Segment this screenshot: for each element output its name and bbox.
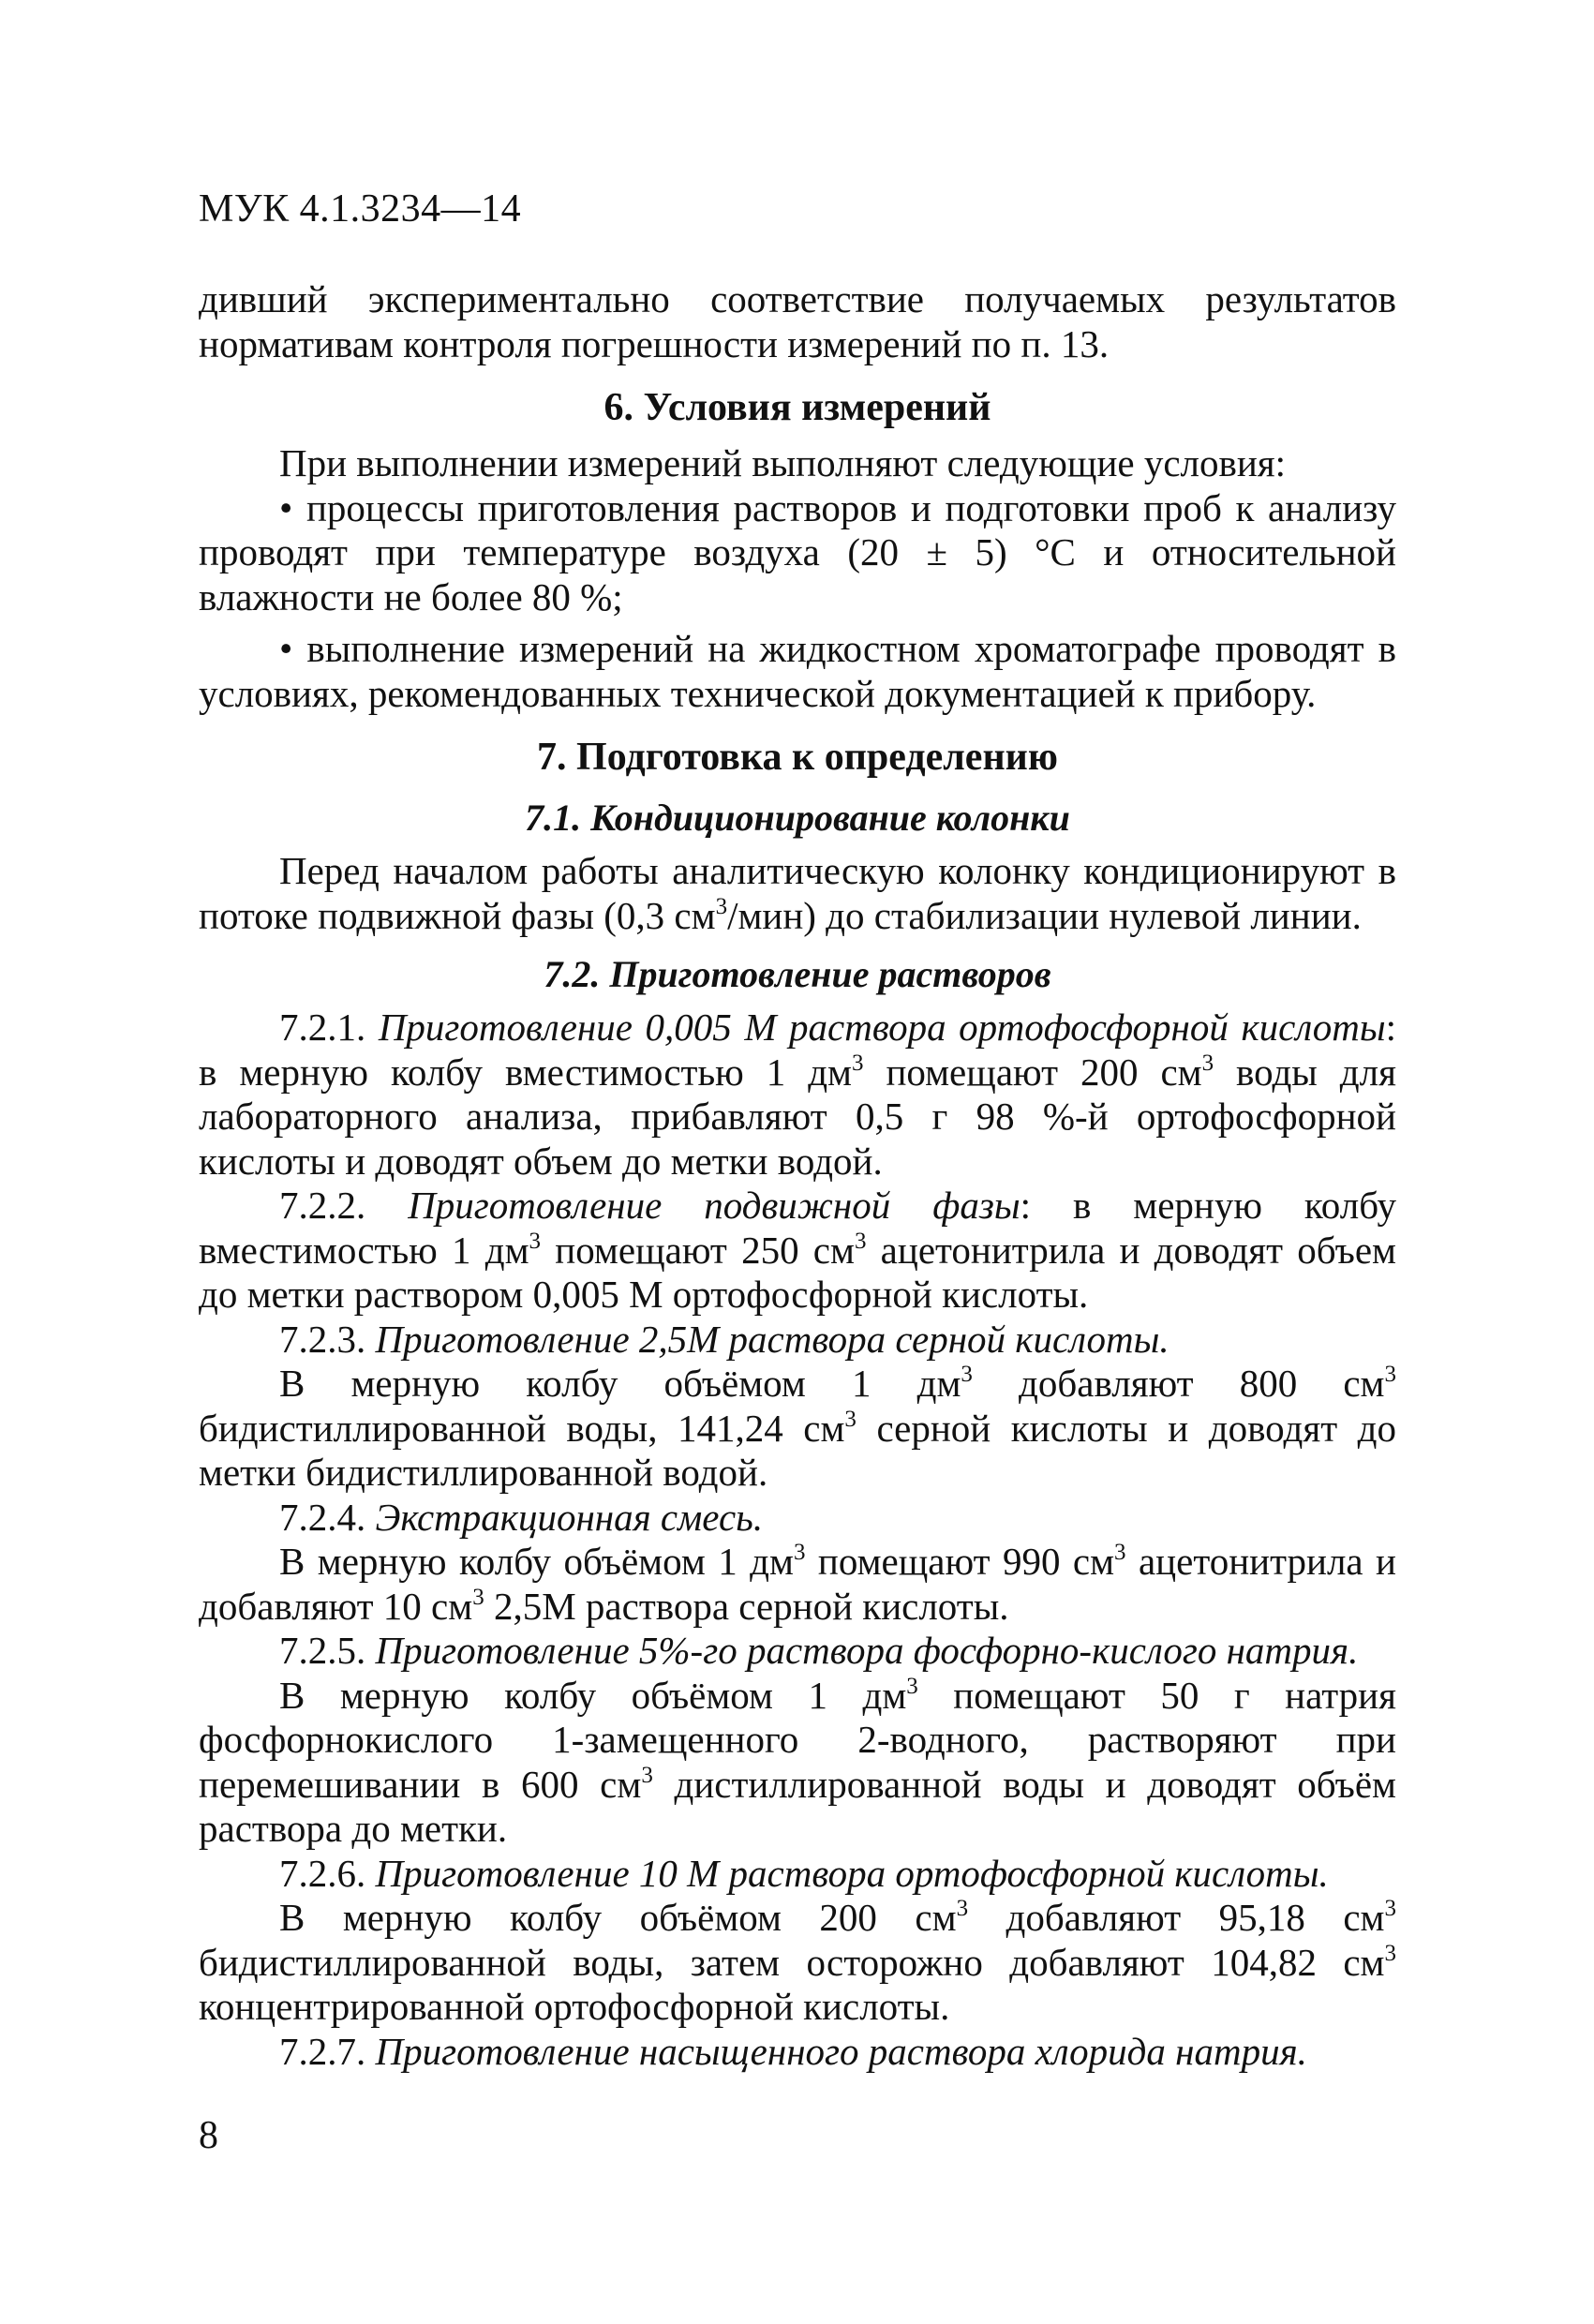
paragraph-7-2-4-heading: 7.2.4. Экстракционная смесь. bbox=[279, 1495, 764, 1539]
document-body bbox=[199, 277, 1396, 2074]
paragraph-7-2-1: 7.2.1. Приготовление 0,005 М раствора ортофосфорной кислоты: в мерную колбу вместимостью 1 $дм^3$ помещают 200 $см^3$ воды для лабораторного анализа, прибавляют 0,5 г 98 %-й ортофосфорной кислоты и доводят объем до метки водой. bbox=[199, 1006, 1396, 1183]
intro-paragraph: дивший экспериментально соответствие получаемых результатов нормативам контроля погрешности измерений по п. 13. bbox=[199, 277, 1396, 365]
paragraph-7-2-5-heading: 7.2.5. Приготовление 5%-го раствора фосфорно-кислого натрия. bbox=[279, 1629, 1359, 1672]
page-number: 8 bbox=[199, 2114, 218, 2157]
section-7-heading: 7. Подготовка к определению bbox=[537, 736, 1058, 779]
document-code-header: МУК 4.1.3234—14 bbox=[199, 187, 522, 231]
paragraph-7-2-2: 7.2.2. Приготовление подвижной фазы: в мерную колбу вместимостью 1 $дм^3$ помещают 250 $см^3$ ацетонитрила и доводят объем до метки раствором 0,005 М ортофосфорной кислоты. bbox=[199, 1184, 1396, 1316]
document-page bbox=[199, 0, 1396, 2324]
paragraph-7-2-3-heading: 7.2.3. Приготовление 2,5М раствора серной кислоты. bbox=[279, 1317, 1169, 1361]
subsection-7-1-text: Перед началом работы аналитическую колонку кондиционируют в потоке подвижной фазы (0,3 $см^3/мин$) до стабилизации нулевой линии. bbox=[199, 849, 1396, 937]
subsection-7-2-heading: 7.2. Приготовление растворов bbox=[544, 953, 1051, 995]
section-6-bullet-2: • выполнение измерений на жидкостном хроматографе проводят в условиях, рекомендованных технической документацией к прибору. bbox=[199, 627, 1396, 715]
section-6-lead: При выполнении измерений выполняют следующие условия: bbox=[279, 441, 1287, 484]
paragraph-7-2-3-text: В мерную колбу объёмом 1 $дм^3$ добавляют 800 $см^3$ бидистиллированной воды, 141,24 $см^3$ серной кислоты и доводят до метки бидистиллированной водой. bbox=[199, 1362, 1397, 1494]
section-6-bullet-1: • процессы приготовления растворов и подготовки проб к анализу проводят при температуре воздуха (20 ± 5) °С и относительной влажности не более 80 %; bbox=[199, 485, 1396, 618]
paragraph-7-2-4-text: В мерную колбу объёмом 1 $дм^3$ помещают 990 $см^3$ ацетонитрила и добавляют 10 $см^3$ 2,5М раствора серной кислоты. bbox=[199, 1540, 1396, 1628]
paragraph-7-2-7-heading: 7.2.7. Приготовление насыщенного раствора хлорида натрия. bbox=[279, 2029, 1307, 2073]
paragraph-7-2-5-text: В мерную колбу объёмом 1 $дм^3$ помещают 50 г натрия фосфорнокислого 1-замещенного 2-водного, растворяют при перемешивании в 600 $см^3$ дистиллированной воды и доводят объём раствора до метки. bbox=[199, 1673, 1396, 1850]
paragraph-7-2-6-text: В мерную колбу объёмом 200 $см^3$ добавляют 95,18 $см^3$ бидистиллированной воды, затем осторожно добавляют 104,82 $см^3$ концентрированной ортофосфорной кислоты. bbox=[199, 1896, 1396, 2028]
section-6-heading: 6. Условия измерений bbox=[603, 386, 991, 429]
subsection-7-1-heading: 7.1. Кондиционирование колонки bbox=[525, 797, 1070, 839]
paragraph-7-2-6-heading: 7.2.6. Приготовление 10 М раствора ортофосфорной кислоты. bbox=[279, 1851, 1329, 1895]
